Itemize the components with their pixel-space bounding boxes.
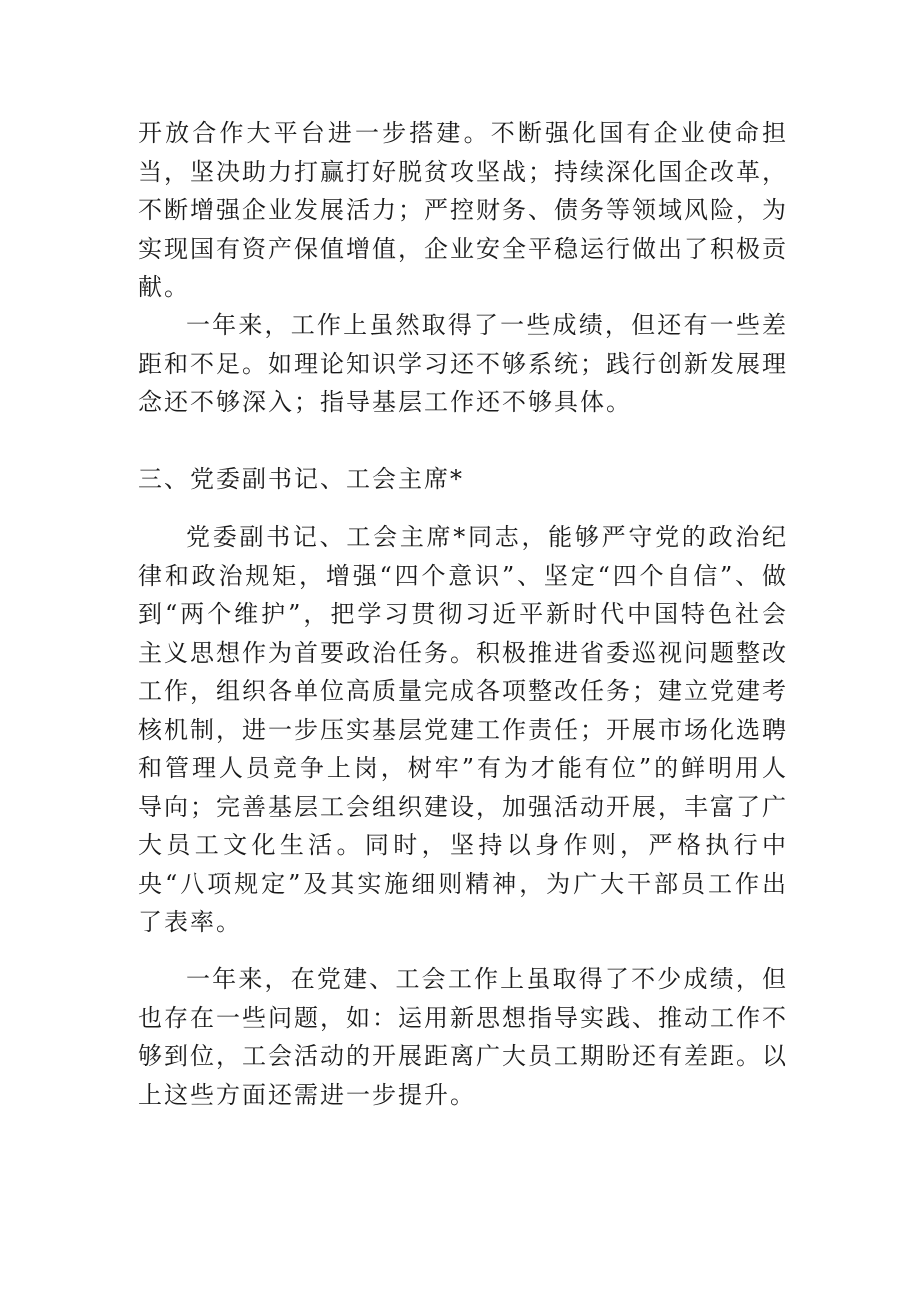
- paragraph-shortcomings-2: 一年来，在党建、工会工作上虽取得了不少成绩，但也存在一些问题，如：运用新思想指导实践、推动工作不够到位，工会活动的开展距离广大员工期盼还有差距。以上这些方面还需进一步提升。: [138, 965, 788, 1109]
- section-heading-3: 三、党委副书记、工会主席*: [138, 465, 464, 493]
- paragraph-shortcomings-1: 一年来，工作上虽然取得了一些成绩，但还有一些差距和不足。如理论知识学习还不够系统；践行创新发展理念还不够深入；指导基层工作还不够具体。: [138, 311, 788, 416]
- paragraph-deputy-secretary: 党委副书记、工会主席*同志，能够严守党的政治纪律和政治规矩，增强“四个意识”、坚定“四个自信”、做到“两个维护”，把学习贯彻习近平新时代中国特色社会主义思想作为首要政治任务。积极推进省委巡视问题整改工作，组织各单位高质量完成各项整改任务；建立党建考核机制，进一步压实基层党建工作责任；开展市场化选聘和管理人员竞争上岗，树牢”有为才能有位”的鲜明用人导向；完善基层工会组织建设，加强活动开展，丰富了广大员工文化生活。同时，坚持以身作则，严格执行中央“八项规定”及其实施细则精神，为广大干部员工作出了表率。: [138, 523, 788, 936]
- paragraph-continuation: 开放合作大平台进一步搭建。不断强化国有企业使命担当，坚决助力打赢打好脱贫攻坚战；持续深化国企改革，不断增强企业发展活力；严控财务、债务等领域风险，为实现国有资产保值增值，企业安全平稳运行做出了积极贡献。: [138, 119, 788, 301]
